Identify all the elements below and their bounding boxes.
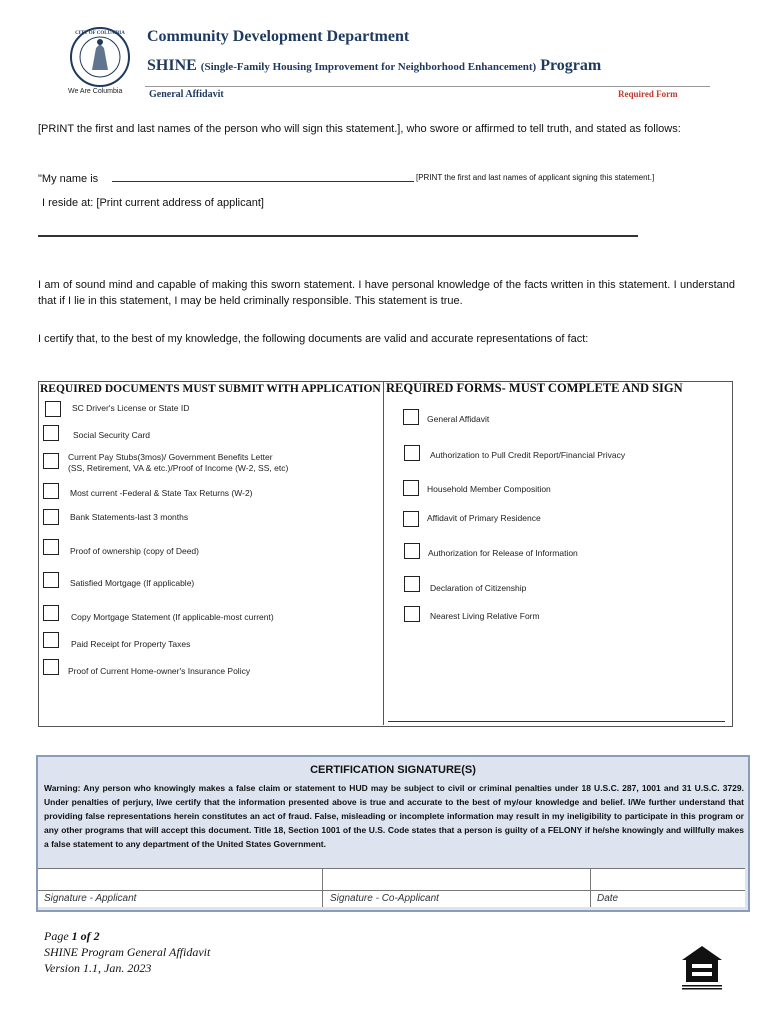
address-input-line[interactable] [38, 235, 638, 237]
checkbox-social-security[interactable] [43, 425, 59, 441]
department-title: Community Development Department [147, 28, 410, 45]
name-hint: [PRINT the first and last names of applicant signing this statement.] [416, 173, 655, 182]
signature-row [38, 868, 745, 907]
doc-item: Copy Mortgage Statement (If applicable-most current) [71, 612, 274, 622]
form-item: Nearest Living Relative Form [430, 611, 540, 621]
required-form-label: Required Form [618, 89, 678, 99]
checkbox-pay-stubs[interactable] [43, 453, 59, 469]
forms-signature-line[interactable] [388, 721, 725, 722]
checkbox-deed[interactable] [43, 539, 59, 555]
city-seal-logo [68, 26, 132, 88]
name-input-line[interactable] [112, 181, 414, 182]
forms-header: REQUIRED FORMS- MUST COMPLETE AND SIGN [386, 381, 683, 395]
checkbox-primary-residence[interactable] [403, 511, 419, 527]
date-field[interactable] [590, 869, 745, 907]
coapplicant-signature-field[interactable] [322, 869, 591, 907]
svg-text:CITY OF COLUMBIA: CITY OF COLUMBIA [75, 31, 125, 36]
intro-text: [PRINT the first and last names of the person who will sign this statement.], who swore or affirmed to tell truth, and stated as follows: [38, 123, 681, 135]
footer-doc-name: SHINE Program General Affidavit [44, 945, 211, 959]
program-short: SHINE [147, 57, 197, 74]
certification-warning: Warning: Any person who knowingly makes a false claim or statement to HUD may be subject to civil or criminal penalties under 18 U.S.C. 287, 1001 and 31 U.S.C. 3729. Under penalties of perjury, I/we certify that the information presented above is true and accurate to the best of my/our knowledge and belief. I/We further understand that providing false representations herein constitutes an act of fraud. False, misleading or incomplete information may result in my ineligibility to participate in this program or any other programs that will accept this document. Title 18, Section 1001 of the U.S. Code states that a person is guilty of a FELONY if he/she knowingly and willfully makes a false statement to any department of the United States Government. [44, 783, 744, 849]
doc-item: Current Pay Stubs(3mos)/ Government Benefits Letter [68, 452, 273, 462]
sig-coapplicant-label: Signature - Co-Applicant [330, 893, 439, 904]
checkbox-satisfied-mortgage[interactable] [43, 572, 59, 588]
doc-item-line2: (SS, Retirement, VA & etc.)/Proof of Income (W-2, SS, etc) [68, 463, 289, 473]
checkbox-mortgage-statement[interactable] [43, 605, 59, 621]
doc-item: Proof of Current Home-owner's Insurance Policy [68, 666, 251, 676]
doc-item: Paid Receipt for Property Taxes [71, 639, 191, 649]
certify-statement: I certify that, to the best of my knowledge, the following documents are valid and accurate representations of fact: [38, 333, 589, 345]
form-item: General Affidavit [427, 414, 490, 424]
checkbox-nearest-relative[interactable] [404, 606, 420, 622]
my-name-label: "My name is [38, 173, 99, 185]
form-item: Authorization for Release of Information [428, 548, 578, 558]
form-item: Declaration of Citizenship [430, 583, 527, 593]
doc-item: Most current -Federal & State Tax Returns (W-2) [70, 488, 253, 498]
sig-applicant-label: Signature - Applicant [44, 893, 137, 904]
doc-item: Bank Statements-last 3 months [70, 512, 189, 522]
sig-date-label: Date [597, 893, 619, 904]
checkbox-insurance[interactable] [43, 659, 59, 675]
page-prefix: Page [44, 929, 69, 943]
program-full: (Single-Family Housing Improvement for Neighborhood Enhancement) [200, 61, 537, 73]
page-number [44, 928, 210, 944]
checkbox-bank-statements[interactable] [43, 509, 59, 525]
form-item: Authorization to Pull Credit Report/Financial Privacy [430, 450, 626, 460]
form-item: Affidavit of Primary Residence [427, 513, 541, 523]
tagline: We Are Columbia [68, 88, 123, 95]
documents-divider [383, 381, 384, 725]
page-footer [44, 928, 210, 976]
signature-separator [38, 890, 745, 891]
doc-item: SC Driver's License or State ID [72, 403, 190, 413]
checkbox-household-members[interactable] [403, 480, 419, 496]
documents-header: REQUIRED DOCUMENTS MUST SUBMIT WITH APPLICATION [40, 383, 381, 395]
program-word: Program [540, 57, 602, 74]
page-count: 1 of 2 [71, 929, 100, 943]
footer-version: Version 1.1, Jan. 2023 [44, 961, 152, 975]
form-item: Household Member Composition [427, 484, 551, 494]
sound-mind-statement: I am of sound mind and capable of making this sworn statement. I have personal knowledge of the facts written in this statement. I understand that if I lie in this statement, I may be held criminally responsible. This statement is true. [38, 279, 735, 307]
checkbox-property-taxes[interactable] [43, 632, 59, 648]
applicant-signature-field[interactable] [38, 869, 323, 907]
doc-item: Social Security Card [73, 430, 151, 440]
doc-item: Proof of ownership (copy of Deed) [70, 546, 199, 556]
form-name: General Affidavit [149, 89, 224, 100]
reside-label: I reside at: [Print current address of applicant] [42, 197, 264, 209]
checkbox-tax-returns[interactable] [43, 483, 59, 499]
checkbox-release-info[interactable] [404, 543, 420, 559]
checkbox-credit-report[interactable] [404, 445, 420, 461]
equal-housing-icon [680, 944, 724, 990]
checkbox-drivers-license[interactable] [45, 401, 61, 417]
checkbox-citizenship[interactable] [404, 576, 420, 592]
program-title [147, 57, 601, 75]
doc-item: Satisfied Mortgage (If applicable) [70, 578, 195, 588]
checkbox-general-affidavit[interactable] [403, 409, 419, 425]
certification-title: CERTIFICATION SIGNATURE(S) [310, 764, 476, 776]
header-rule [145, 86, 710, 87]
